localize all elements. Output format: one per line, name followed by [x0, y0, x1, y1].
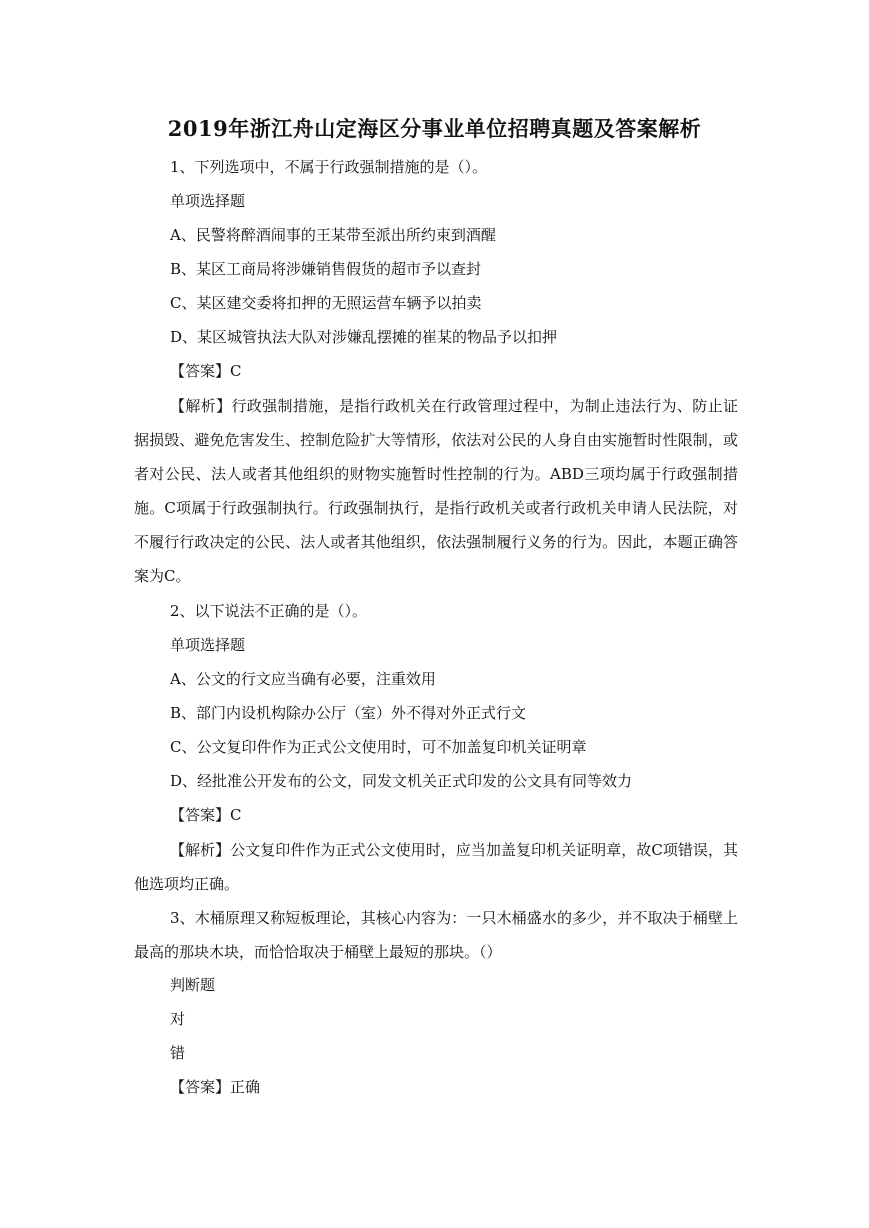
- question-2-option-a: A、公文的行文应当确有必要，注重效用: [170, 670, 436, 688]
- question-1-option-b: B、某区工商局将涉嫌销售假货的超市予以查封: [170, 260, 482, 278]
- question-1-answer: 【答案】C: [170, 362, 242, 380]
- question-3-option-true: 对: [170, 1010, 186, 1028]
- question-3-stem: 3、木桶原理又称短板理论，其核心内容为：一只木桶盛水的多少，并不取决于桶壁上最高的那块木块，而恰恰取决于桶壁上最短的那块。（）: [134, 909, 738, 961]
- question-2-analysis: 【解析】公文复印件作为正式公文使用时，应当加盖复印机关证明章，故C项错误，其他选项均正确。: [134, 841, 738, 893]
- question-2-option-c: C、公文复印件作为正式公文使用时，可不加盖复印机关证明章: [170, 738, 587, 756]
- question-1-analysis: 【解析】行政强制措施，是指行政机关在行政管理过程中，为制止违法行为、防止证据损毁、避免危害发生、控制危险扩大等情形，依法对公民的人身自由实施暂时性限制，或者对公民、法人或者其他组织的财物实施暂时性控制的行为。ABD三项均属于行政强制措施。C项属于行政强制执行。行政强制执行，是指行政机关或者行政机关申请人民法院，对不履行行政决定的公民、法人或者其他组织，依法强制履行义务的行为。因此，本题正确答案为C。: [134, 397, 738, 585]
- question-2-answer: 【答案】C: [170, 806, 242, 824]
- question-2-type: 单项选择题: [170, 636, 246, 654]
- question-3-type: 判断题: [170, 976, 216, 994]
- question-1-option-c: C、某区建交委将扣押的无照运营车辆予以拍卖: [170, 294, 482, 312]
- document-title: 2019年浙江舟山定海区分事业单位招聘真题及答案解析: [167, 116, 702, 141]
- question-2-option-b: B、部门内设机构除办公厅（室）外不得对外正式行文: [170, 704, 527, 722]
- question-2-option-d: D、经批准公开发布的公文，同发文机关正式印发的公文具有同等效力: [170, 772, 633, 790]
- question-3-answer: 【答案】正确: [170, 1078, 261, 1096]
- question-1-option-d: D、某区城管执法大队对涉嫌乱摆摊的崔某的物品予以扣押: [170, 328, 558, 346]
- question-1-stem: 1、下列选项中，不属于行政强制措施的是（）。: [170, 158, 488, 176]
- question-1-option-a: A、民警将醉酒闹事的王某带至派出所约束到酒醒: [170, 226, 496, 244]
- question-2-stem: 2、以下说法不正确的是（）。: [170, 602, 368, 620]
- question-3-option-false: 错: [170, 1044, 186, 1062]
- question-1-type: 单项选择题: [170, 192, 246, 210]
